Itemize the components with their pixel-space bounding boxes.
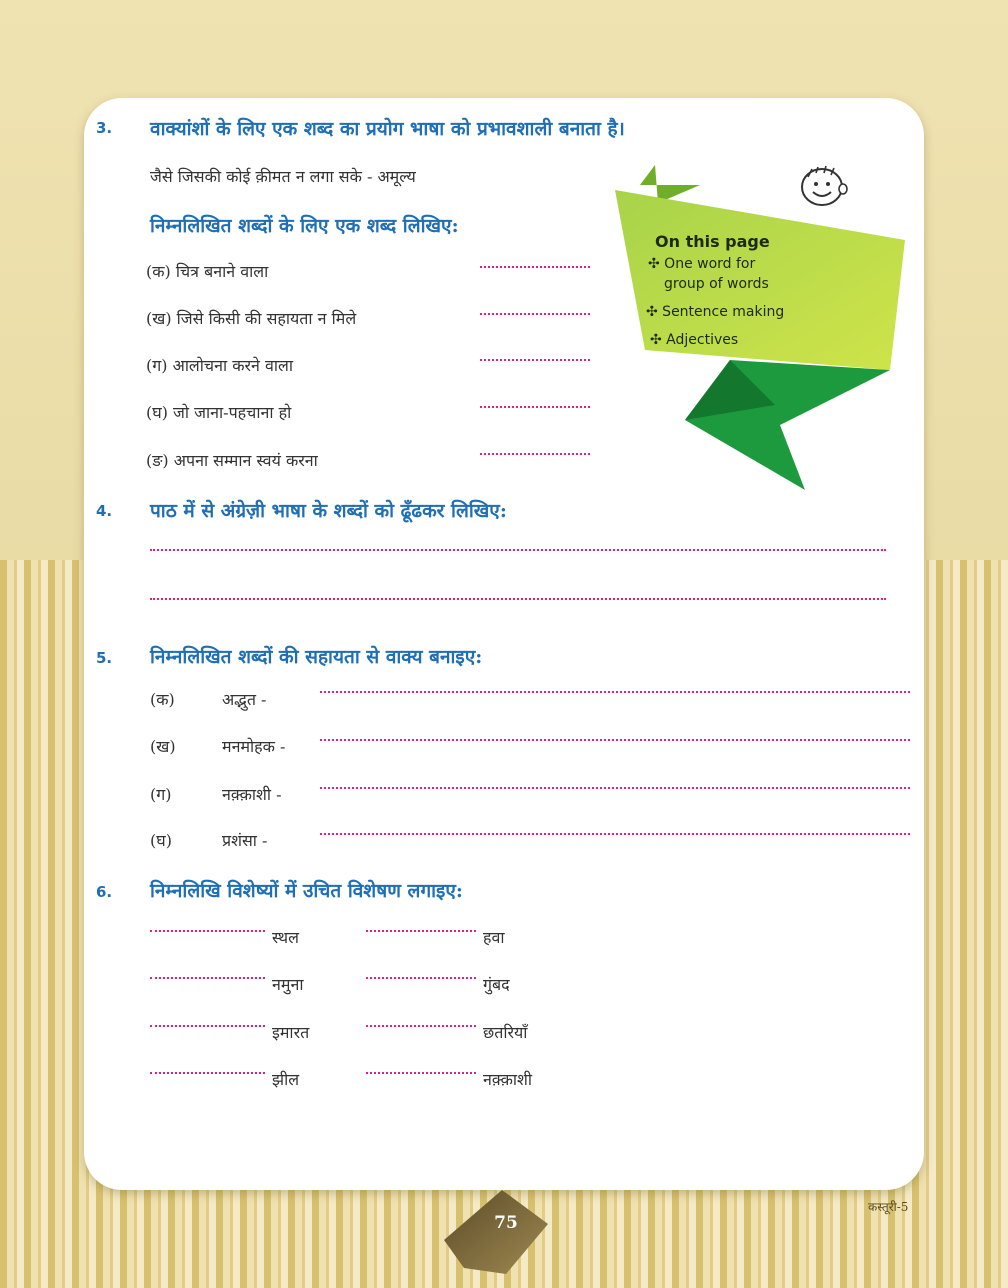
q6-noun: नक़्क़ाशी — [483, 1070, 533, 1089]
q3-item: (घ) जो जाना-पहचाना हो — [146, 403, 292, 422]
q6-noun: गुंबद — [483, 975, 510, 994]
answer-line[interactable] — [366, 930, 476, 932]
q4-number: 4. — [96, 502, 113, 520]
answer-line[interactable] — [150, 930, 265, 932]
ribbon-topic: ✣ Sentence making — [646, 304, 785, 320]
q6-noun: छतरियाँ — [483, 1023, 528, 1042]
q4-heading: पाठ में से अंग्रेज़ी भाषा के शब्दों को ढूँढकर लिखिए: — [150, 500, 507, 522]
q6-noun: हवा — [483, 928, 505, 947]
q3-number: 3. — [96, 119, 113, 137]
answer-line[interactable] — [366, 1072, 476, 1074]
answer-line[interactable] — [480, 406, 590, 408]
ribbon-banner — [600, 165, 920, 495]
q3-item: (ग) आलोचना करने वाला — [146, 356, 294, 375]
q6-noun: झील — [272, 1070, 300, 1089]
q5-word: प्रशंसा - — [222, 831, 268, 850]
q6-noun: इमारत — [272, 1023, 310, 1042]
answer-line[interactable] — [366, 977, 476, 979]
q3-item: (ख) जिसे किसी की सहायता न मिले — [146, 309, 357, 328]
ribbon-topic: group of words — [664, 276, 769, 292]
answer-line[interactable] — [480, 359, 590, 361]
page-number-badge — [440, 1188, 560, 1278]
answer-line[interactable] — [480, 266, 590, 268]
answer-line[interactable] — [150, 598, 886, 600]
q3-example: जैसे जिसकी कोई क़ीमत न लगा सके - अमूल्य — [150, 167, 416, 186]
answer-line[interactable] — [320, 787, 910, 789]
page-number: 75 — [494, 1213, 518, 1233]
q6-number: 6. — [96, 883, 113, 901]
answer-line[interactable] — [150, 1025, 265, 1027]
answer-line[interactable] — [366, 1025, 476, 1027]
answer-line[interactable] — [480, 453, 590, 455]
q5-label: (ख) — [150, 737, 176, 756]
ribbon-topic: ✣ Adjectives — [650, 332, 739, 348]
q3-item: (क) चित्र बनाने वाला — [146, 262, 269, 281]
q5-label: (ग) — [150, 785, 172, 804]
q5-word: नक़्क़ाशी - — [222, 785, 282, 804]
answer-line[interactable] — [320, 691, 910, 693]
answer-line[interactable] — [150, 1072, 265, 1074]
q5-word: मनमोहक - — [222, 737, 286, 756]
q5-heading: निम्नलिखित शब्दों की सहायता से वाक्य बनाइए: — [150, 646, 483, 668]
q5-label: (घ) — [150, 831, 172, 850]
answer-line[interactable] — [150, 977, 265, 979]
answer-line[interactable] — [320, 739, 910, 741]
q6-noun: नमुना — [272, 975, 304, 994]
q6-noun: स्थल — [272, 928, 299, 947]
answer-line[interactable] — [480, 313, 590, 315]
q3-subheading: निम्नलिखित शब्दों के लिए एक शब्द लिखिए: — [150, 215, 459, 237]
q5-number: 5. — [96, 649, 113, 667]
q3-heading: वाक्यांशों के लिए एक शब्द का प्रयोग भाषा को प्रभावशाली बनाता है। — [150, 118, 625, 140]
answer-line[interactable] — [150, 549, 886, 551]
smiley-icon — [802, 166, 847, 205]
ribbon-topic: ✣ One word for — [648, 256, 756, 272]
q3-item: (ङ) अपना सम्मान स्वयं करना — [146, 451, 318, 470]
q6-heading: निम्नलिखि विशेष्यों में उचित विशेषण लगाइए: — [150, 880, 463, 902]
ribbon-title: On this page — [655, 232, 770, 251]
book-name: कस्तूरी-5 — [868, 1200, 909, 1214]
answer-line[interactable] — [320, 833, 910, 835]
q5-word: अद्भुत - — [222, 690, 267, 709]
q5-label: (क) — [150, 690, 175, 709]
